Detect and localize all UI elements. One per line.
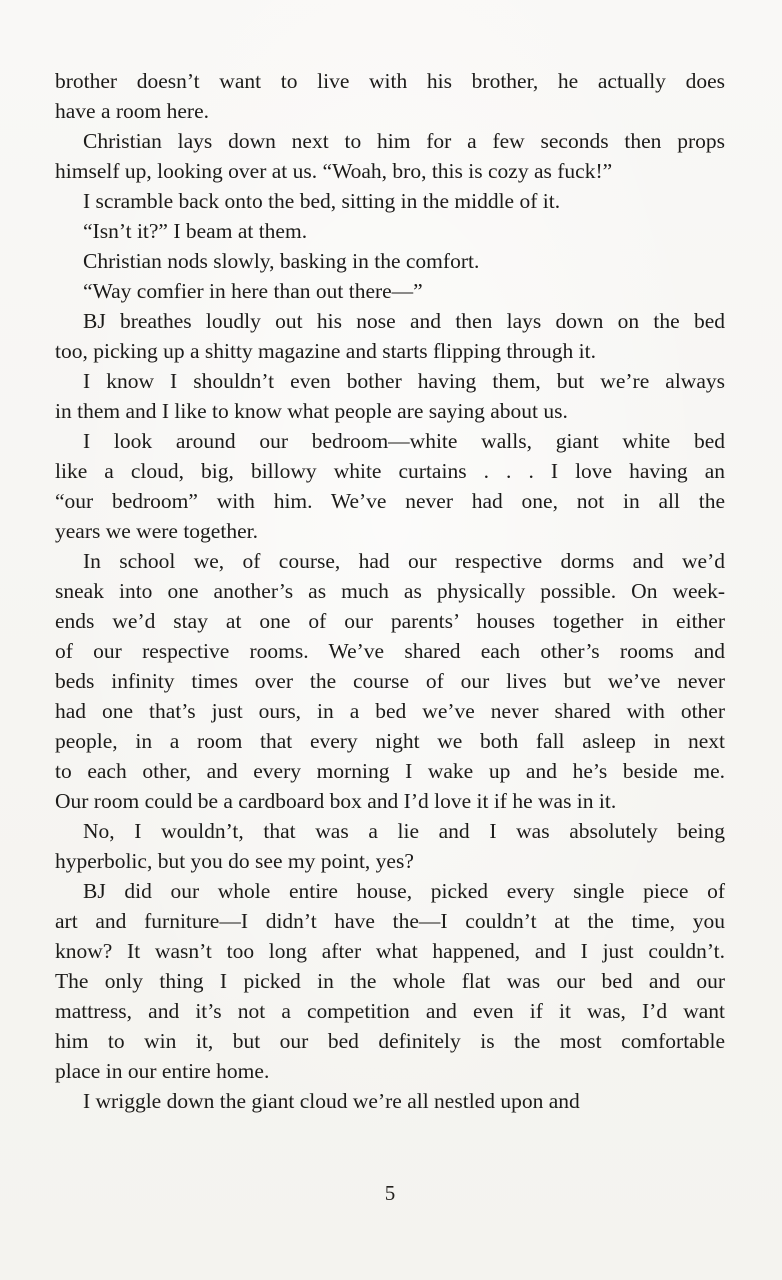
text-line: have a room here. <box>55 99 210 123</box>
paragraph <box>55 306 725 366</box>
text-line: BJ breathes loudly out his nose and then lays down on the bed <box>83 309 725 333</box>
text-line: “Isn’t it?” I beam at them. <box>83 219 308 243</box>
text-line: to each other, and every morning I wake up and he’s beside me. <box>55 759 725 783</box>
text-line: I look around our bedroom—white walls, giant white bed <box>83 429 725 453</box>
text-line: Our room could be a cardboard box and I’d love it if he was in it. <box>55 789 617 813</box>
paragraph <box>55 66 725 126</box>
text-line: place in our entire home. <box>55 1059 270 1083</box>
text-line: BJ did our whole entire house, picked every single piece of <box>83 879 725 903</box>
paragraph <box>55 816 725 876</box>
text-line: sneak into one another’s as much as physically possible. On week- <box>55 579 725 603</box>
text-line: people, in a room that every night we both fall asleep in next <box>55 729 725 753</box>
text-line: of our respective rooms. We’ve shared each other’s rooms and <box>55 639 725 663</box>
text-line: No, I wouldn’t, that was a lie and I was absolutely being <box>83 819 725 843</box>
paragraph <box>55 546 725 816</box>
page-text <box>55 66 725 1116</box>
paragraph <box>55 1086 725 1116</box>
text-line: Christian nods slowly, basking in the comfort. <box>83 249 480 273</box>
text-line: years we were together. <box>55 519 258 543</box>
paragraph <box>55 216 725 246</box>
text-line: brother doesn’t want to live with his brother, he actually does <box>55 69 725 93</box>
paragraph <box>55 246 725 276</box>
text-line: I wriggle down the giant cloud we’re all nestled upon and <box>83 1089 580 1113</box>
text-line: like a cloud, big, billowy white curtains . . . I love having an <box>55 459 725 483</box>
text-line: in them and I like to know what people are saying about us. <box>55 399 568 423</box>
text-line: know? It wasn’t too long after what happened, and I just couldn’t. <box>55 939 725 963</box>
text-line: I scramble back onto the bed, sitting in the middle of it. <box>83 189 561 213</box>
text-line: I know I shouldn’t even bother having them, but we’re always <box>83 369 725 393</box>
text-line: mattress, and it’s not a competition and even if it was, I’d want <box>55 999 725 1023</box>
paragraph <box>55 426 725 546</box>
page-number: 5 <box>384 1181 396 1205</box>
text-line: The only thing I picked in the whole flat was our bed and our <box>55 969 725 993</box>
text-line: beds infinity times over the course of our lives but we’ve never <box>55 669 725 693</box>
text-line: too, picking up a shitty magazine and starts flipping through it. <box>55 339 596 363</box>
text-line: “our bedroom” with him. We’ve never had one, not in all the <box>55 489 725 513</box>
text-line: art and furniture—I didn’t have the—I couldn’t at the time, you <box>55 909 725 933</box>
text-line: had one that’s just ours, in a bed we’ve never shared with other <box>55 699 725 723</box>
text-line: ends we’d stay at one of our parents’ houses together in either <box>55 609 725 633</box>
paragraph <box>55 276 725 306</box>
paragraph <box>55 876 725 1086</box>
text-line: him to win it, but our bed definitely is the most comfortable <box>55 1029 725 1053</box>
text-line: In school we, of course, had our respective dorms and we’d <box>83 549 725 573</box>
paragraph <box>55 126 725 186</box>
paragraph <box>55 366 725 426</box>
text-line: “Way comfier in here than out there—” <box>83 279 423 303</box>
text-line: Christian lays down next to him for a few seconds then props <box>83 129 725 153</box>
text-line: himself up, looking over at us. “Woah, bro, this is cozy as fuck!” <box>55 159 613 183</box>
paragraph <box>55 186 725 216</box>
text-line: hyperbolic, but you do see my point, yes? <box>55 849 414 873</box>
